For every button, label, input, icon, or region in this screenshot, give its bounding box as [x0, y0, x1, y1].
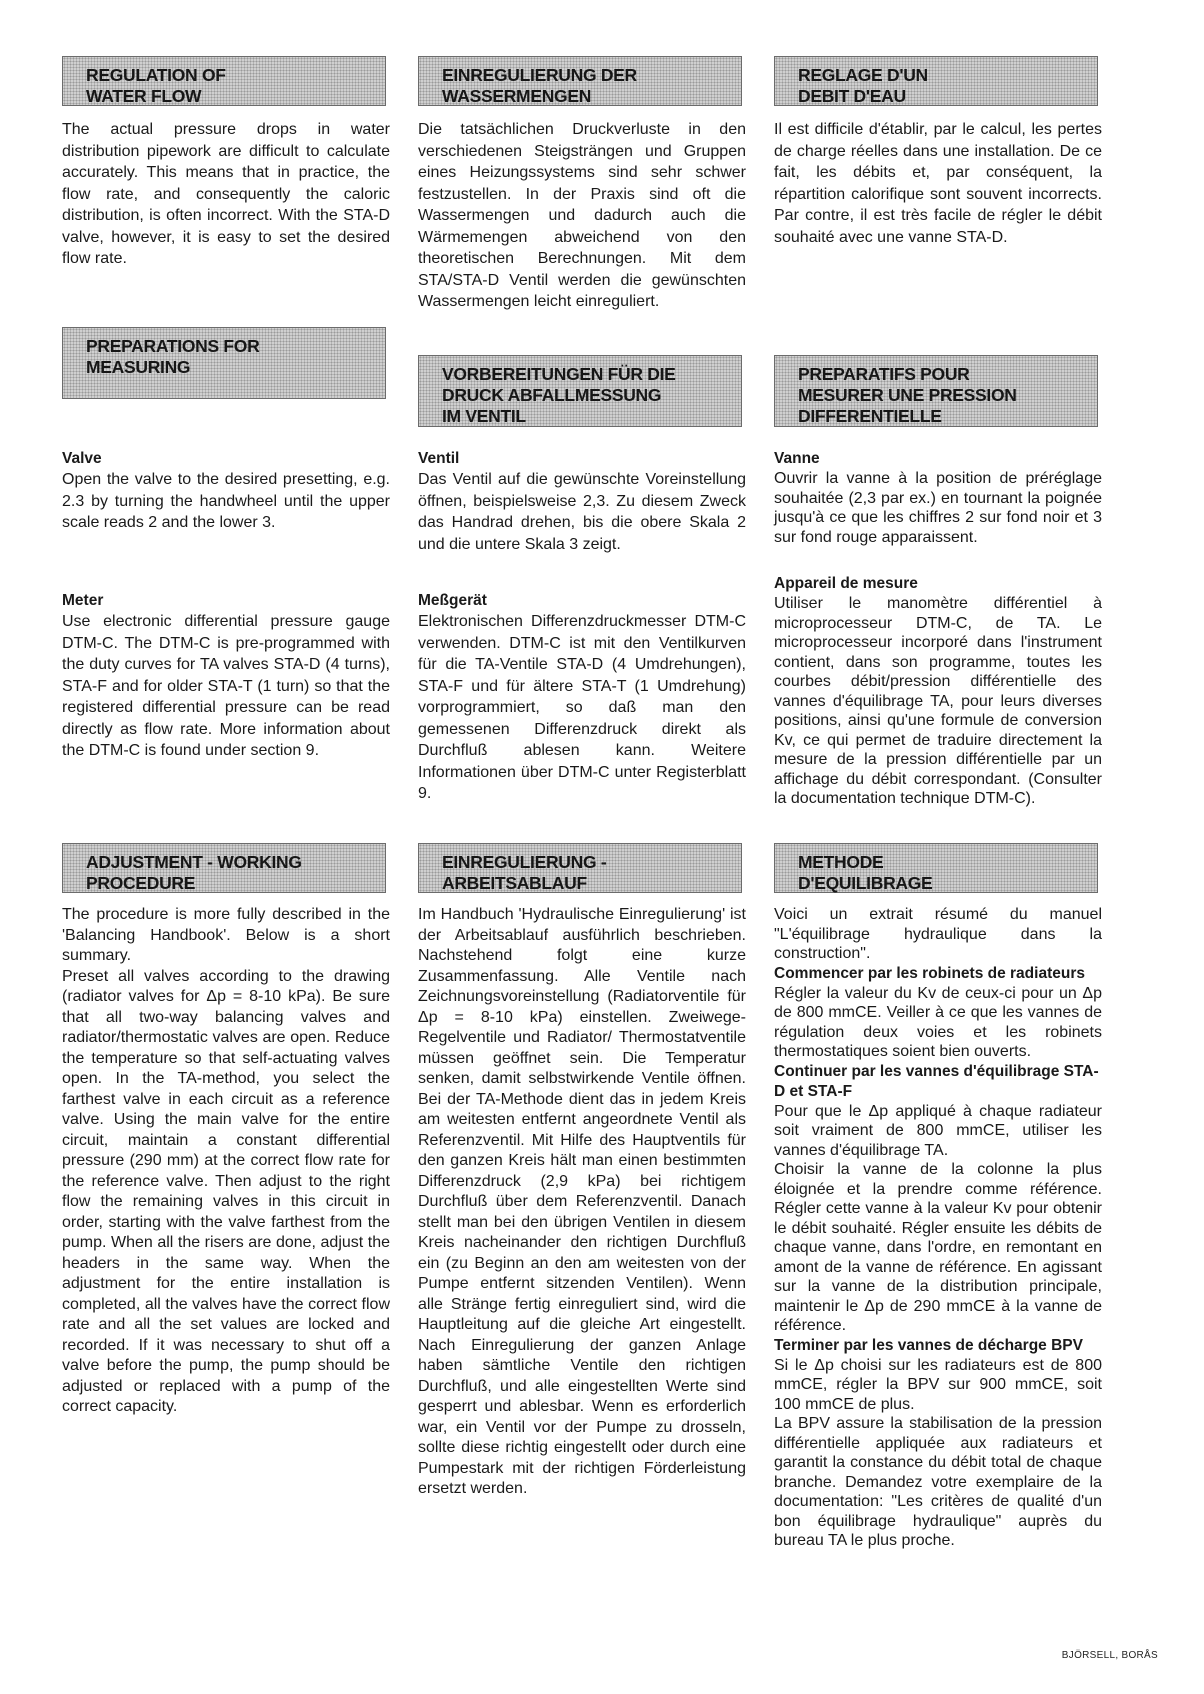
heading-text: VORBEREITUNGEN FÜR DIE DRUCK ABFALLMESSUNG IM VENTIL	[442, 364, 676, 426]
paragraph: Die tatsächlichen Druckverluste in den verschiedenen Steigsträngen und Gruppen eines Heizungssystems sind sehr schwer festzustellen. In der Praxis sind oft die Wassermengen und dadurch auch die Wärmemengen abweichend von den theoretischen Berechnungen. Mit dem STA/STA-D Ventil werden die gewünschten Wassermengen leicht einreguliert.	[418, 121, 746, 310]
heading-text: METHODE D'EQUILIBRAGE	[798, 852, 933, 893]
paragraph: Régler la valeur du Kv de ceux-ci pour un Δp de 800 mmCE. Veiller à ce que les vannes de régulation deux voies et les robinets thermostatiques soient bien ouverts.	[774, 984, 1102, 1060]
paragraph: The actual pressure drops in water distribution pipework are difficult to calculate accurately. This means that in practice, the flow rate, and consequently the caloric distribution, is often incorrect. With the STA-D valve, however, it is easy to set the desired flow rate.	[62, 121, 390, 267]
subheading-ventil: Ventil	[418, 450, 460, 467]
subheading-robinets: Commencer par les robinets de radiateurs	[774, 964, 1085, 982]
paragraph: Il est difficile d'établir, par le calcul, les pertes de charge réelles dans une installation. De ce fait, les débits et, par conséquent, la répartition calorifique sont souvent incorrects. Par contre, il est très facile de régler le débit souhaité avec une vanne STA-D.	[774, 121, 1102, 246]
heading-methode-equilibrage	[774, 843, 1098, 893]
paragraph: Ouvrir la vanne à la position de préréglage souhaitée (2,3 par ex.) en tournant la poignée jusqu'à ce que les chiffres 2 sur fond noir et 3 sur fond rouge apparaissent.	[774, 470, 1102, 546]
subheading-messgeraet: Meßgerät	[418, 592, 487, 609]
section-valve	[62, 449, 390, 534]
subheading-valve: Valve	[62, 450, 102, 467]
heading-einregulierung-der-wassermengen	[418, 56, 742, 106]
paragraph: The procedure is more fully described in the 'Balancing Handbook'. Below is a short summary.	[62, 906, 390, 964]
section-appareil-de-mesure	[774, 574, 1102, 809]
paragraph: Si le Δp choisi sur les radiateurs est de 800 mmCE, régler la BPV sur 900 mmCE, soit 100 mmCE de plus.	[774, 1356, 1102, 1413]
section-einregulierung-text	[418, 119, 746, 313]
subheading-meter: Meter	[62, 592, 104, 609]
section-adjustment	[62, 905, 390, 1418]
heading-reglage-debit	[774, 56, 1098, 106]
section-messgeraet	[418, 591, 746, 805]
heading-adjustment-working-procedure	[62, 843, 386, 893]
heading-vorbereitungen	[418, 355, 742, 427]
section-ventil	[418, 449, 746, 555]
paragraph: Choisir la vanne de la colonne la plus éloignée et la prendre comme référence. Régler cette vanne à la valeur Kv pour obtenir le débit souhaité. Régler ensuite les débits de chaque vanne, dans l'ordre, en remontant en amont de la vanne de référence. En agissant sur la vanne de la distribution principale, maintenir le Δp de 290 mmCE à la vanne de référence.	[774, 1161, 1102, 1334]
heading-text: REGLAGE D'UN DEBIT D'EAU	[798, 65, 928, 106]
heading-text: EINREGULIERUNG DER WASSERMENGEN	[442, 65, 637, 106]
heading-text: PREPARATIFS POUR MESURER UNE PRESSION DIFFERENTIELLE	[798, 364, 1017, 426]
section-methode	[774, 905, 1102, 1551]
paragraph: Pour que le Δp appliqué à chaque radiateur soit vraiment de 800 mmCE, utiliser les vannes d'équilibrage TA.	[774, 1102, 1102, 1159]
subheading-vanne: Vanne	[774, 450, 820, 467]
heading-text: REGULATION OF WATER FLOW	[86, 65, 226, 106]
heading-einregulierung-arbeitsablauf	[418, 843, 742, 893]
paragraph: Utiliser le manomètre différentiel à microprocesseur DTM-C, de TA. Le microprocesseur incorporé dans l'instrument contient, dans son programme, toutes les courbes débit/pression différentielle des vannes d'équilibrage TA, pour leurs diverses positions, ainsi qu'une formule de conversion Kv, ce qui permet de traduire directement la mesure de la pression différentielle par un affichage du débit correspondant. (Consulter la documentation technique DTM-C).	[774, 595, 1102, 807]
paragraph: La BPV assure la stabilisation de la pression différentielle appliquée aux radiateurs et garantit la constance du débit total de chaque branche. Demandez votre exemplaire de la documentation: "Les critères de qualité d'un bon équilibrage hydraulique" auprès du bureau TA le plus proche.	[774, 1415, 1102, 1549]
section-vanne	[774, 449, 1102, 547]
subheading-bpv: Terminer par les vannes de décharge BPV	[774, 1336, 1083, 1354]
section-reglage-text	[774, 119, 1102, 248]
paragraph: Elektronischen Differenzdruckmesser DTM-C verwenden. DTM-C ist mit den Ventilkurven für die TA-Ventile STA-D (4 Umdrehungen), STA-F und für ältere STA-T (1 Umdrehung) vorprogrammiert, so daß man den gemessenen Differenzdruck direkt als Durchfluß ablesen kann. Weitere Informationen über DTM-C unter Registerblatt 9.	[418, 613, 746, 802]
section-arbeitsablauf	[418, 905, 746, 1500]
subheading-vannes-equilibrage: Continuer par les vannes d'équilibrage STA-D et STA-F	[774, 1062, 1099, 1100]
paragraph: Im Handbuch 'Hydraulische Einregulierung' ist der Arbeitsablauf ausführlich beschrieben. Nachstehend folgt eine kurze Zusammenfassung. Alle Ventile nach Zeichnungsvoreinstellung (Radiatorventile für Δp = 8-10 kPa) einstellen. Zweiwege-Regelventile und Radiator/ Thermostatventile müssen geöffnet sein. Die Temperatur senken, damit selbstwirkende Ventile öffnen. Bei der TA-Methode dient das in jedem Kreis am weitesten entfernt angeordnete Ventil als Referenzventil. Mit Hilfe des Hauptventils für den ganzen Kreis hält man einen bestimmten Differenzdruck (2,9 kPa) bei richtigem Durchfluß über dem Referenzventil. Danach stellt man bei den übrigen Ventilen in diesem Kreis nacheinander den richtigen Durchfluß ein (zu Beginn an den am weitesten von der Pumpe entfernt sitzenden Ventilen). Wenn alle Stränge fertig einreguliert sind, wird die Hauptleitung auf die gleiche Art eingestellt. Nach Einregulierung der ganzen Anlage haben sämtliche Ventile den richtigen Durchfluß, und alle eingestellten Werte sind gesperrt und ablesbar. Wenn es erforderlich war, ein Ventil vor der Pumpe zu drosseln, sollte diese richtig eingestellt oder durch eine Pumpestark mit der richtigen Förderleistung ersetzt werden.	[418, 906, 746, 1497]
heading-preparatifs	[774, 355, 1098, 427]
paragraph: Preset all valves according to the drawing (radiator valves for Δp = 8-10 kPa). Be sure that all two-way balancing valves and radiator/thermostatic valves are open. Reduce the temperature so that self-actuating valves open. In the TA-method, you select the farthest valve in each circuit as a reference valve. Using the main valve for the entire circuit, maintain a constant differential pressure (290 mm) at the correct flow rate for the reference valve. Then adjust to the right flow the remaining valves in this circuit in order, starting with the valve farthest from the pump. When all the risers are done, adjust the headers in the same way. When the adjustment for the entire installation is completed, all the valves have the correct flow rate and all the set values are locked and recorded. If it was necessary to shut off a valve before the pump, the pump should be adjusted or replaced with a pump of the correct capacity.	[62, 967, 390, 1415]
heading-preparations-for-measuring	[62, 327, 386, 399]
section-regulation-text	[62, 119, 390, 270]
paragraph: Use electronic differential pressure gauge DTM-C. The DTM-C is pre-programmed with the duty curves for TA valves STA-D (4 turns), STA-F and for older STA-T (1 turn) so that the registered differential pressure can be read directly as flow rate. More information about the DTM-C is found under section 9.	[62, 613, 390, 759]
paragraph: Open the valve to the desired presetting, e.g. 2.3 by turning the handwheel until the upper scale reads 2 and the lower 3.	[62, 471, 390, 531]
subheading-appareil: Appareil de mesure	[774, 575, 918, 592]
paragraph: Das Ventil auf die gewünschte Voreinstellung öffnen, beispielsweise 2,3. Zu diesem Zweck das Handrad drehen, bis die obere Skala 2 und die untere Skala 3 zeigt.	[418, 471, 746, 553]
heading-text: EINREGULIERUNG - ARBEITSABLAUF	[442, 852, 607, 893]
heading-text: PREPARATIONS FOR MEASURING	[86, 336, 260, 377]
heading-regulation-of-water-flow	[62, 56, 386, 106]
section-meter	[62, 591, 390, 762]
printer-credit: BJÖRSELL, BORÅS	[1061, 1650, 1158, 1661]
paragraph: Voici un extrait résumé du manuel "L'équilibrage hydraulique dans la construction".	[774, 906, 1102, 962]
heading-text: ADJUSTMENT - WORKING PROCEDURE	[86, 852, 302, 893]
